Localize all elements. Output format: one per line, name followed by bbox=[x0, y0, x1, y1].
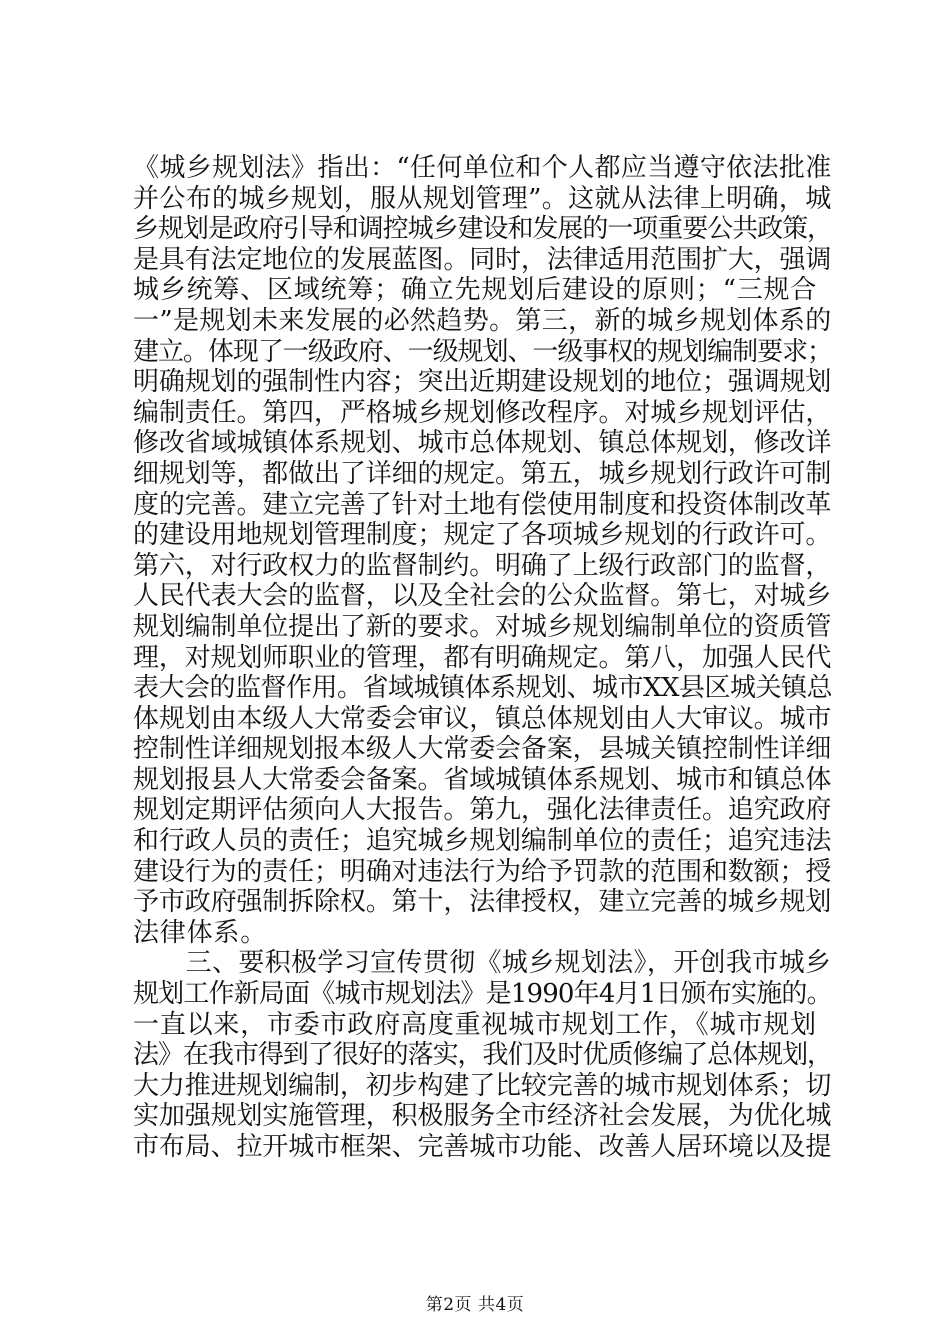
text-line: 细规划等，都做出了详细的规定。第五，城乡规划行政许可制 bbox=[133, 458, 832, 489]
text-line: 规划工作新局面《城市规划法》是1990年4月1日颁布实施的。 bbox=[133, 979, 832, 1010]
text-line: 城乡统筹、区域统筹；确立先规划后建设的原则；“三规合 bbox=[133, 275, 818, 306]
text-line: 明确规划的强制性内容；突出近期建设规划的地位；强调规划 bbox=[133, 367, 832, 398]
text-line: 规划报县人大常委会备案。省域城镇体系规划、城市和镇总体 bbox=[133, 764, 832, 795]
text-line: 体规划由本级人大常委会审议，镇总体规划由人大审议。城市 bbox=[133, 703, 832, 734]
text-line: 第六，对行政权力的监督制约。明确了上级行政部门的监督， bbox=[133, 550, 832, 581]
text-line: 法律体系。 bbox=[133, 917, 268, 948]
text-line: 编制责任。第四，严格城乡规划修改程序。对城乡规划评估， bbox=[133, 397, 832, 428]
text-line: 大力推进规划编制，初步构建了比较完善的城市规划体系；切 bbox=[133, 1070, 832, 1101]
text-line: 理，对规划师职业的管理，都有明确规定。第八，加强人民代 bbox=[133, 642, 832, 673]
text-line: 一直以来，市委市政府高度重视城市规划工作，《城市规划 bbox=[133, 1009, 817, 1040]
text-line: 修改省域城镇体系规划、城市总体规划、镇总体规划，修改详 bbox=[133, 428, 832, 459]
body-text bbox=[133, 153, 833, 1163]
text-line: 法》在我市得到了很好的落实，我们及时优质修编了总体规划， bbox=[133, 1040, 833, 1071]
text-line: 予市政府强制拆除权。第十，法律授权，建立完善的城乡规划 bbox=[133, 887, 832, 918]
text-line: 人民代表大会的监督，以及全社会的公众监督。第七，对城乡 bbox=[133, 581, 832, 612]
page-footer: 第2页 共4页 bbox=[425, 1295, 525, 1315]
text-line: 建设行为的责任；明确对违法行为给予罚款的范围和数额；授 bbox=[133, 856, 832, 887]
text-line: 的建设用地规划管理制度；规定了各项城乡规划的行政许可。 bbox=[133, 520, 832, 551]
text-line: 和行政人员的责任；追究城乡规划编制单位的责任；追究违法 bbox=[133, 826, 832, 857]
text-line: 规划编制单位提出了新的要求。对城乡规划编制单位的资质管 bbox=[133, 611, 832, 642]
text-line: 建立。体现了一级政府、一级规划、一级事权的规划编制要求； bbox=[133, 336, 833, 367]
text-line: 实加强规划实施管理，积极服务全市经济社会发展，为优化城 bbox=[133, 1101, 832, 1132]
text-line: 表大会的监督作用。省域城镇体系规划、城市XX县区城关镇总 bbox=[133, 673, 833, 704]
text-line: 乡规划是政府引导和调控城乡建设和发展的一项重要公共政策， bbox=[133, 214, 833, 245]
text-line: 度的完善。建立完善了针对土地有偿使用制度和投资体制改革 bbox=[133, 489, 832, 520]
text-line: 控制性详细规划报本级人大常委会备案，县城关镇控制性详细 bbox=[133, 734, 832, 765]
text-line: 是具有法定地位的发展蓝图。同时，法律适用范围扩大，强调 bbox=[133, 244, 832, 275]
text-line: 并公布的城乡规划，服从规划管理”。这就从法律上明确，城 bbox=[133, 183, 832, 214]
text-line: 市布局、拉开城市框架、完善城市功能、改善人居环境以及提 bbox=[133, 1132, 832, 1162]
text-line: 《城乡规划法》指出：“任何单位和个人都应当遵守依法批准 bbox=[133, 153, 832, 183]
text-line: 一”是规划未来发展的必然趋势。第三，新的城乡规划体系的 bbox=[133, 305, 832, 336]
text-line: 规划定期评估须向人大报告。第九，强化法律责任。追究政府 bbox=[133, 795, 832, 826]
text-line: 三、要积极学习宣传贯彻《城乡规划法》，开创我市城乡 bbox=[133, 948, 832, 979]
